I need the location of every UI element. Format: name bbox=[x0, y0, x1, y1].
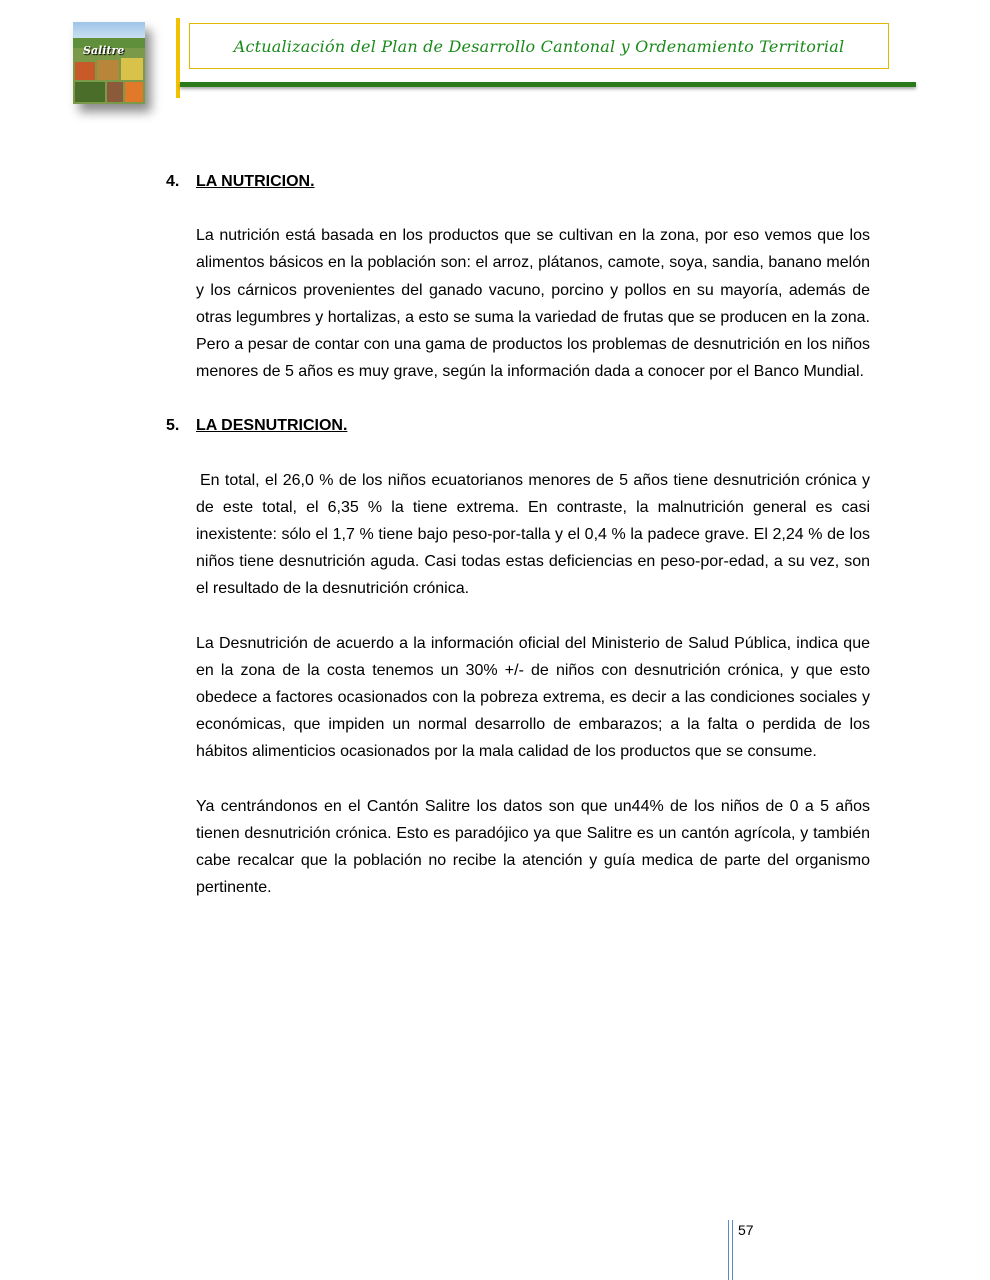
salitre-logo bbox=[73, 22, 145, 104]
logo-text: Salitre bbox=[83, 44, 125, 57]
section-title: LA NUTRICION. bbox=[196, 173, 315, 190]
header-title-box bbox=[189, 23, 889, 69]
logo-tile bbox=[125, 82, 143, 102]
logo-tile bbox=[121, 58, 143, 80]
section-number: 5. bbox=[166, 417, 180, 435]
page-number-rule bbox=[728, 1220, 733, 1280]
header-rule bbox=[180, 82, 916, 87]
document-title: Actualización del Plan de Desarrollo Cantonal y Ordenamiento Territorial bbox=[233, 36, 845, 56]
paragraph: En total, el 26,0 % de los niños ecuatorianos menores de 5 años tiene desnutrición crónica y de este total, el 6,35 % la tiene extrema. En contraste, la malnutrición general es casi inexistente: sólo el 1,7 % tiene bajo peso-por-talla y el 0,4 % la padece grave. El 2,24 % de los niños tiene desnutrición aguda. Casi todas estas deficiencias en peso-por-edad, a su vez, son el resultado de la desnutrición crónica. bbox=[196, 471, 870, 598]
section-title: LA DESNUTRICION. bbox=[196, 417, 348, 435]
paragraph: Ya centrándonos en el Cantón Salitre los datos son que un44% de los niños de 0 a 5 años tienen desnutrición crónica. Esto es paradójico ya que Salitre es un cantón agrícola, y también cabe recalcar que la población no recibe la atención y guía medica de parte del organismo pertinente. bbox=[196, 797, 870, 897]
section-number: 4. bbox=[166, 173, 180, 190]
page-content bbox=[166, 168, 870, 901]
section-heading bbox=[166, 412, 870, 439]
logo-tile bbox=[75, 62, 95, 80]
paragraph: La Desnutrición de acuerdo a la información oficial del Ministerio de Salud Pública, indica que en la zona de la costa tenemos un 30% +/- de niños con desnutrición crónica, y que esto obedece a factores ocasionados con la pobreza extrema, es decir a las condiciones sociales y económicas, que impiden un normal desarrollo de embarazos; a la falta o perdida de los hábitos alimenticios ocasionados por la mala calidad de los productos que se consume. bbox=[196, 634, 870, 761]
paragraph: La nutrición está basada en los productos que se cultivan en la zona, por eso vemos que los alimentos básicos en la población son: el arroz, plátanos, camote, soya, sandia, banano melón y los cárnicos provenientes del ganado vacuno, porcino y pollos en su mayoría, además de otras legumbres y hortalizas, a esto se suma la variedad de frutas que se producen en la zona. Pero a pesar de contar con una gama de productos los problemas de desnutrición en los niños menores de 5 años es muy grave, según la información dada a conocer por el Banco Mundial. bbox=[196, 227, 870, 381]
page-number: 57 bbox=[738, 1222, 754, 1238]
logo-tile bbox=[107, 82, 123, 102]
section-heading bbox=[166, 168, 870, 195]
logo-tile bbox=[75, 82, 105, 102]
logo-tile bbox=[97, 60, 119, 80]
